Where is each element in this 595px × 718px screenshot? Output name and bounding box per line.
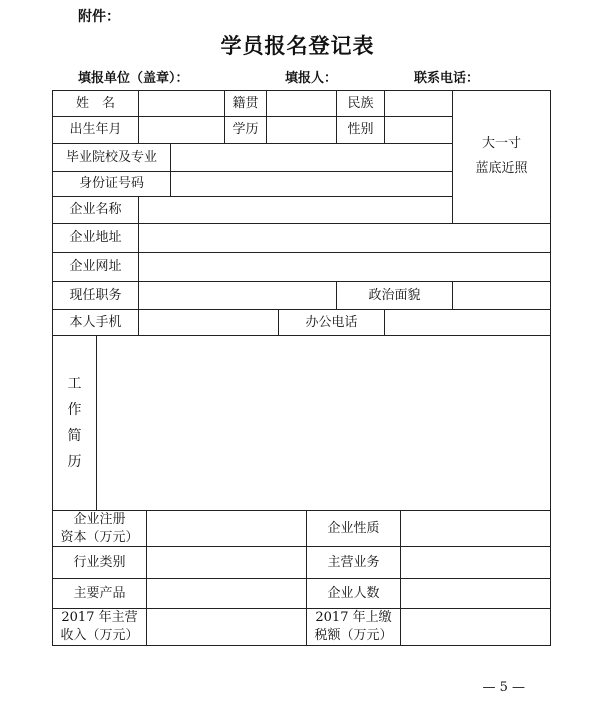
label-main-business: 主营业务 bbox=[327, 554, 380, 570]
label-employee-count: 企业人数 bbox=[327, 585, 380, 601]
label-ethnicity: 民族 bbox=[347, 95, 374, 111]
main-business-field[interactable] bbox=[401, 547, 550, 578]
education-field[interactable] bbox=[267, 117, 336, 143]
school-major-field[interactable] bbox=[171, 144, 452, 171]
label-political-status: 政治面貌 bbox=[368, 287, 421, 303]
main-products-field[interactable] bbox=[147, 579, 306, 608]
gender-field[interactable] bbox=[385, 117, 452, 143]
label-industry: 行业类别 bbox=[73, 554, 126, 570]
current-position-field[interactable] bbox=[139, 282, 336, 309]
registered-capital-field[interactable] bbox=[147, 511, 306, 546]
page-number bbox=[0, 680, 595, 695]
work-resume-field[interactable] bbox=[97, 336, 550, 510]
label-company-nature: 企业性质 bbox=[327, 520, 380, 536]
main-revenue-field[interactable] bbox=[147, 609, 306, 645]
employee-count-field[interactable] bbox=[401, 579, 550, 608]
ethnicity-field[interactable] bbox=[385, 91, 452, 116]
page-number-text: — 5 — bbox=[482, 680, 525, 695]
label-company-website: 企业网址 bbox=[69, 259, 122, 275]
company-website-field[interactable] bbox=[139, 253, 550, 281]
office-phone-field[interactable] bbox=[385, 310, 550, 335]
phone-label: 联系电话： bbox=[414, 71, 480, 86]
label-education: 学历 bbox=[232, 122, 259, 138]
tax-paid-field[interactable] bbox=[401, 609, 550, 645]
unit-label: 填报单位（盖章）： bbox=[78, 71, 189, 86]
industry-field[interactable] bbox=[147, 547, 306, 578]
label-native-place: 籍贯 bbox=[232, 95, 259, 111]
label-birth-date: 出生年月 bbox=[69, 122, 122, 138]
label-id-number: 身份证号码 bbox=[78, 176, 144, 192]
political-status-field[interactable] bbox=[453, 282, 550, 309]
photo-placeholder: 大一寸 蓝底近照 bbox=[475, 136, 528, 176]
label-current-position: 现任职务 bbox=[69, 287, 122, 303]
label-registered-capital: 企业注册 资本（万元） bbox=[60, 511, 139, 545]
label-company-name: 企业名称 bbox=[69, 202, 122, 218]
label-main-revenue: 2017 年主营 收入（万元） bbox=[60, 610, 139, 643]
filler-label: 填报人： bbox=[285, 71, 338, 86]
label-school-major: 毕业院校及专业 bbox=[65, 149, 157, 165]
mobile-field[interactable] bbox=[139, 310, 278, 335]
attachment-label: 附件： bbox=[78, 9, 120, 25]
label-office-phone: 办公电话 bbox=[305, 314, 358, 330]
label-company-address: 企业地址 bbox=[69, 230, 122, 246]
native-place-field[interactable] bbox=[267, 91, 336, 116]
id-number-field[interactable] bbox=[171, 172, 452, 196]
birth-date-field[interactable] bbox=[139, 117, 224, 143]
label-tax-paid: 2017 年上缴 税额（万元） bbox=[314, 610, 393, 643]
label-name: 姓 名 bbox=[75, 95, 115, 111]
company-nature-field[interactable] bbox=[401, 511, 550, 546]
label-gender: 性别 bbox=[347, 122, 374, 138]
company-address-field[interactable] bbox=[139, 224, 550, 252]
form-title: 学员报名登记表 bbox=[220, 33, 375, 58]
label-main-products: 主要产品 bbox=[73, 585, 126, 601]
company-name-field[interactable] bbox=[139, 197, 452, 223]
label-mobile: 本人手机 bbox=[69, 314, 122, 330]
label-work-resume: 工 作 简 历 bbox=[67, 376, 82, 470]
name-field[interactable] bbox=[139, 91, 224, 116]
